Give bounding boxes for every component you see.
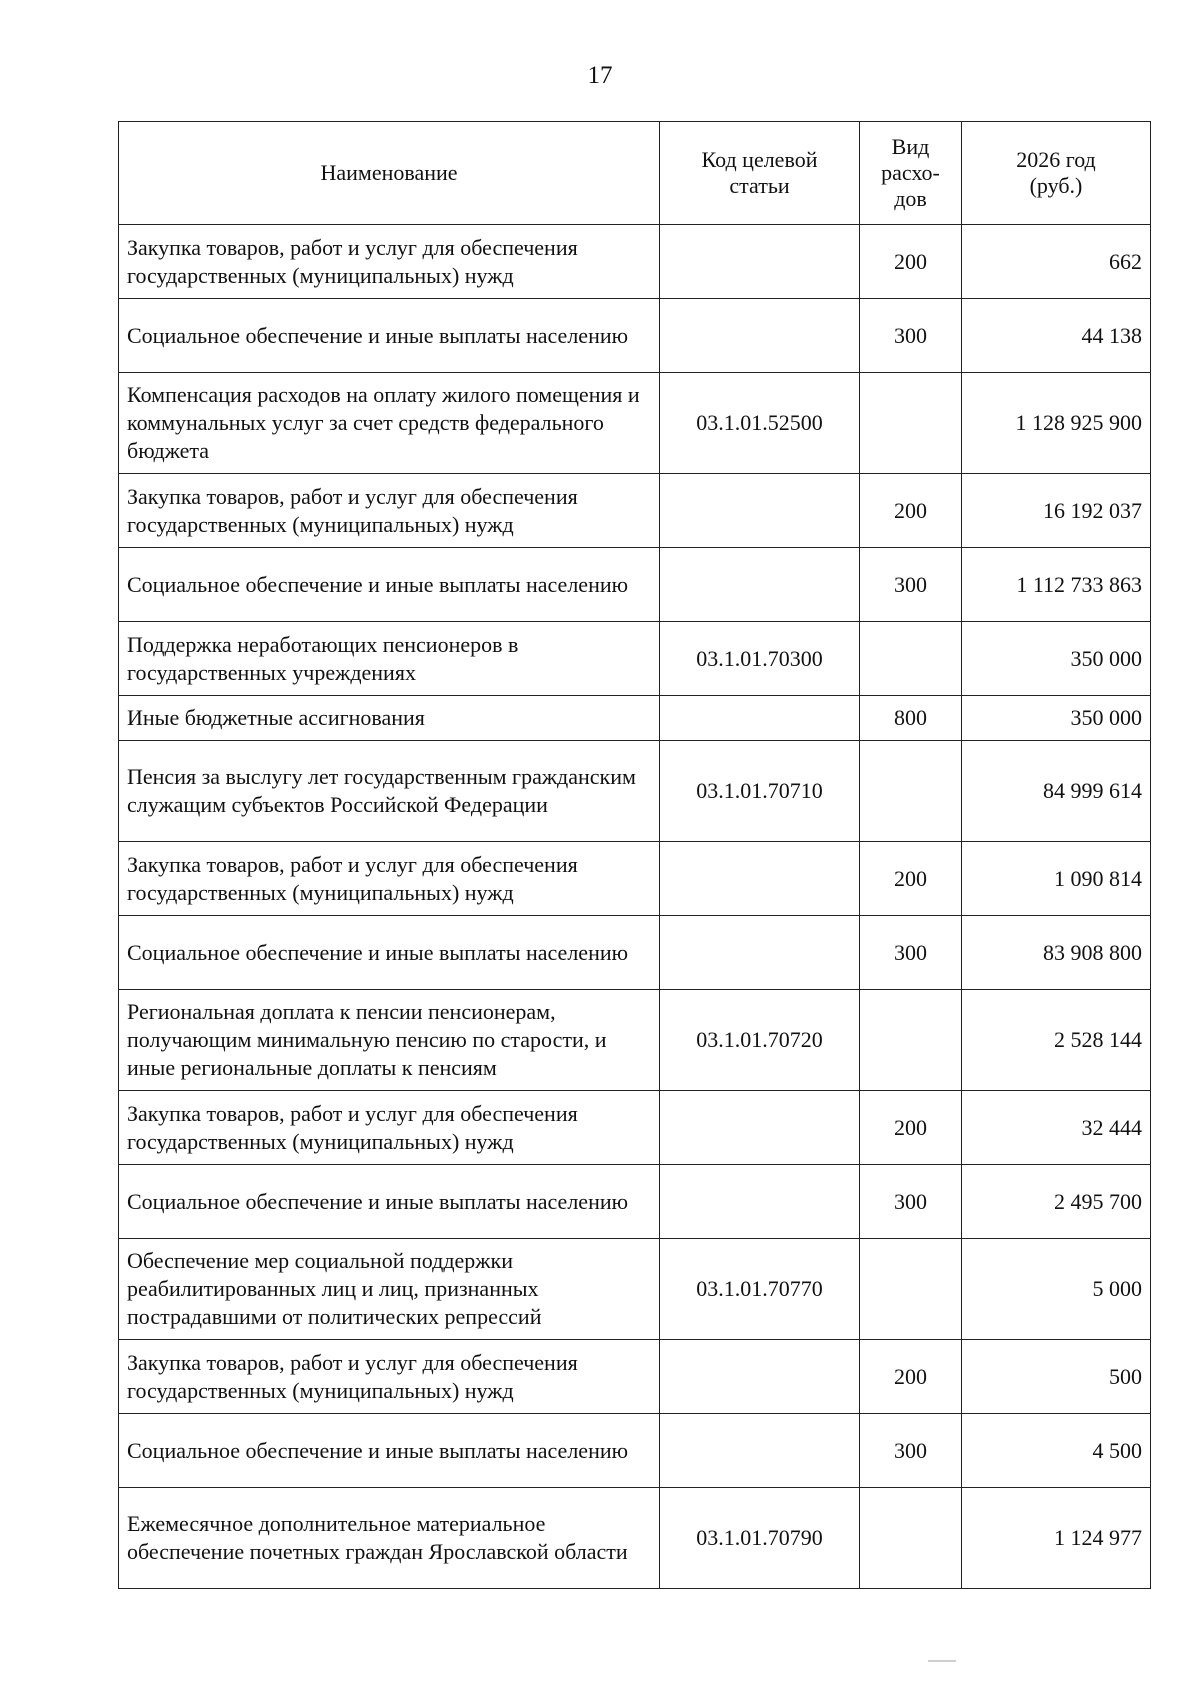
table-row xyxy=(119,1239,1151,1340)
row-code xyxy=(660,548,860,622)
row-name: Обеспечение мер социальной поддержки реабилитированных лиц и лиц, признанных пострадавшими от политических репрессий xyxy=(119,1239,660,1340)
row-kind xyxy=(860,1488,962,1589)
budget-table xyxy=(118,121,1151,1589)
row-code: 03.1.01.70790 xyxy=(660,1488,860,1589)
row-amount: 32 444 xyxy=(962,1091,1151,1165)
row-code: 03.1.01.70710 xyxy=(660,741,860,842)
row-kind: 300 xyxy=(860,299,962,373)
row-kind: 300 xyxy=(860,548,962,622)
row-name: Пенсия за выслугу лет государственным гражданским служащим субъектов Российской Федерации xyxy=(119,741,660,842)
row-amount: 662 xyxy=(962,225,1151,299)
row-kind xyxy=(860,741,962,842)
row-kind: 200 xyxy=(860,842,962,916)
row-amount: 44 138 xyxy=(962,299,1151,373)
row-name: Социальное обеспечение и иные выплаты населению xyxy=(119,548,660,622)
table-row xyxy=(119,373,1151,474)
row-name: Закупка товаров, работ и услуг для обеспечения государственных (муниципальных) нужд xyxy=(119,1091,660,1165)
header-amount: 2026 год (руб.) xyxy=(962,122,1151,225)
row-code: 03.1.01.52500 xyxy=(660,373,860,474)
row-name: Социальное обеспечение и иные выплаты населению xyxy=(119,1414,660,1488)
row-code xyxy=(660,299,860,373)
page-number: 17 xyxy=(587,62,613,89)
row-name: Поддержка неработающих пенсионеров в государственных учреждениях xyxy=(119,622,660,696)
table-row xyxy=(119,225,1151,299)
row-code xyxy=(660,916,860,990)
row-kind: 200 xyxy=(860,225,962,299)
table-row xyxy=(119,1091,1151,1165)
table-row xyxy=(119,548,1151,622)
table-row xyxy=(119,1488,1151,1589)
table-row xyxy=(119,622,1151,696)
header-code: Код целевой статьи xyxy=(660,122,860,225)
row-kind: 200 xyxy=(860,1091,962,1165)
row-amount: 16 192 037 xyxy=(962,474,1151,548)
row-code xyxy=(660,696,860,741)
row-name: Социальное обеспечение и иные выплаты населению xyxy=(119,299,660,373)
row-name: Иные бюджетные ассигнования xyxy=(119,696,660,741)
row-name: Закупка товаров, работ и услуг для обеспечения государственных (муниципальных) нужд xyxy=(119,474,660,548)
row-amount: 84 999 614 xyxy=(962,741,1151,842)
table-row xyxy=(119,1165,1151,1239)
row-name: Закупка товаров, работ и услуг для обеспечения государственных (муниципальных) нужд xyxy=(119,225,660,299)
row-name: Закупка товаров, работ и услуг для обеспечения государственных (муниципальных) нужд xyxy=(119,1340,660,1414)
row-kind: 300 xyxy=(860,1414,962,1488)
row-kind: 200 xyxy=(860,474,962,548)
header-kind: Вид расхо- дов xyxy=(860,122,962,225)
table-row xyxy=(119,916,1151,990)
row-amount: 5 000 xyxy=(962,1239,1151,1340)
row-name: Социальное обеспечение и иные выплаты населению xyxy=(119,1165,660,1239)
scan-mark xyxy=(928,1660,956,1662)
row-kind xyxy=(860,1239,962,1340)
table-row xyxy=(119,1340,1151,1414)
table-row xyxy=(119,741,1151,842)
row-name: Закупка товаров, работ и услуг для обеспечения государственных (муниципальных) нужд xyxy=(119,842,660,916)
row-kind: 200 xyxy=(860,1340,962,1414)
row-amount: 1 124 977 xyxy=(962,1488,1151,1589)
row-kind xyxy=(860,990,962,1091)
row-amount: 1 090 814 xyxy=(962,842,1151,916)
row-code xyxy=(660,842,860,916)
row-amount: 1 128 925 900 xyxy=(962,373,1151,474)
row-amount: 83 908 800 xyxy=(962,916,1151,990)
row-kind: 300 xyxy=(860,916,962,990)
row-name: Региональная доплата к пенсии пенсионерам, получающим минимальную пенсию по старости, и иные региональные доплаты к пенсиям xyxy=(119,990,660,1091)
row-amount: 350 000 xyxy=(962,696,1151,741)
row-code: 03.1.01.70300 xyxy=(660,622,860,696)
row-code: 03.1.01.70720 xyxy=(660,990,860,1091)
table-row xyxy=(119,990,1151,1091)
table-row xyxy=(119,842,1151,916)
header-name: Наименование xyxy=(119,122,660,225)
row-amount: 500 xyxy=(962,1340,1151,1414)
row-kind xyxy=(860,622,962,696)
row-amount: 2 495 700 xyxy=(962,1165,1151,1239)
row-kind: 800 xyxy=(860,696,962,741)
table-row xyxy=(119,474,1151,548)
table-row xyxy=(119,299,1151,373)
table-header-row xyxy=(119,122,1151,225)
table-row xyxy=(119,1414,1151,1488)
row-code xyxy=(660,1414,860,1488)
table-row xyxy=(119,696,1151,741)
row-code xyxy=(660,1165,860,1239)
row-amount: 2 528 144 xyxy=(962,990,1151,1091)
row-kind: 300 xyxy=(860,1165,962,1239)
row-amount: 350 000 xyxy=(962,622,1151,696)
row-code: 03.1.01.70770 xyxy=(660,1239,860,1340)
row-kind xyxy=(860,373,962,474)
row-code xyxy=(660,1340,860,1414)
row-name: Компенсация расходов на оплату жилого помещения и коммунальных услуг за счет средств федерального бюджета xyxy=(119,373,660,474)
row-name: Социальное обеспечение и иные выплаты населению xyxy=(119,916,660,990)
row-amount: 1 112 733 863 xyxy=(962,548,1151,622)
row-code xyxy=(660,225,860,299)
row-code xyxy=(660,474,860,548)
row-code xyxy=(660,1091,860,1165)
row-amount: 4 500 xyxy=(962,1414,1151,1488)
row-name: Ежемесячное дополнительное материальное обеспечение почетных граждан Ярославской области xyxy=(119,1488,660,1589)
